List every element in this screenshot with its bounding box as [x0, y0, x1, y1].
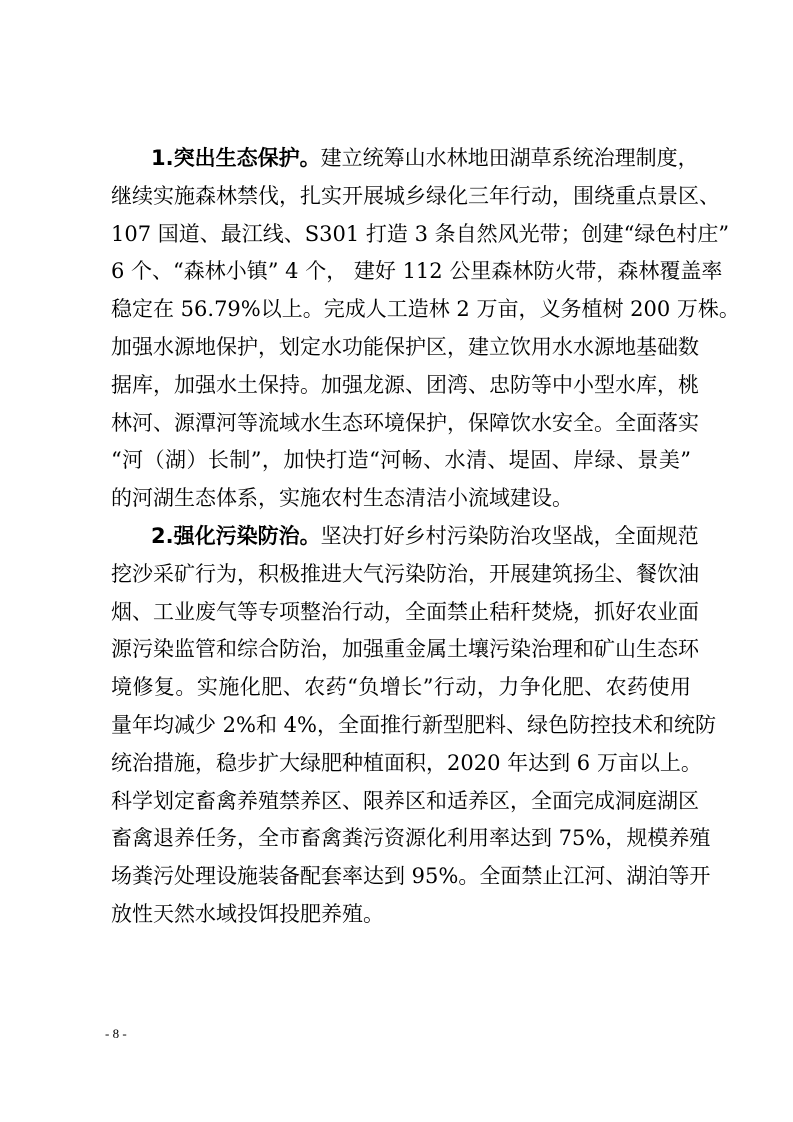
paragraph-1-line-1: [111, 140, 699, 178]
paragraph-2-line-3: 烟、工业废气等专项整治行动，全面禁止秸秆焚烧，抓好农业面: [111, 599, 699, 624]
paragraph-1-line-3: 107 国道、最江线、S301 打造 3 条自然风光带；创建“绿色村庄”: [111, 221, 730, 246]
paragraph-2-line-5: 境修复。实施化肥、农药“负增长”行动，力争化肥、农药使用: [111, 675, 691, 700]
paragraph-1-line-5: 稳定在 56.79%以上。完成人工造林 2 万亩，义务植树 200 万株。: [111, 297, 740, 322]
paragraph-2-line-1: [111, 518, 699, 556]
paragraph-2-line-7: 统治措施，稳步扩大绿肥种植面积，2020 年达到 6 万亩以上。: [111, 750, 702, 775]
paragraph-1-line-4: 6 个、“森林小镇” 4 个， 建好 112 公里森林防火带，森林覆盖率: [111, 259, 723, 284]
paragraph-2-line-1-text: 坚决打好乡村污染防治攻坚战，全面规范: [320, 523, 699, 548]
paragraph-1-line-2: 继续实施森林禁伐，扎实开展城乡绿化三年行动，围绕重点景区、: [111, 183, 720, 208]
paragraph-2-line-11: 放性天然水域投饵投肥养殖。: [111, 901, 384, 926]
body-text: [111, 140, 740, 934]
paragraph-1-line-10: 的河湖生态体系，实施农村生态清洁小流域建设。: [111, 486, 573, 511]
page-number: - 8 -: [105, 1026, 127, 1041]
paragraph-2-line-6: 量年均减少 2%和 4%，全面推行新型肥料、绿色防控技术和统防: [111, 712, 716, 737]
paragraph-1-line-6: 加强水源地保护，划定水功能保护区，建立饮用水水源地基础数: [111, 334, 699, 359]
paragraph-2-line-4: 源污染监管和综合防治，加强重金属土壤污染治理和矿山生态环: [111, 637, 699, 662]
paragraph-1-line-9: “河（湖）长制”，加快打造“河畅、水清、堤固、岸绿、景美”: [111, 448, 691, 473]
paragraph-2-line-8: 科学划定畜禽养殖禁养区、限养区和适养区，全面完成洞庭湖区: [111, 788, 699, 813]
paragraph-2-heading: 2.强化污染防治。: [151, 523, 321, 548]
paragraph-2-line-2: 挖沙采矿行为，积极推进大气污染防治，开展建筑扬尘、餐饮油: [111, 561, 699, 586]
paragraph-1-line-7: 据库，加强水土保持。加强龙源、团湾、忠防等中小型水库，桃: [111, 372, 699, 397]
paragraph-2-line-10: 场粪污处理设施装备配套率达到 95%。全面禁止江河、湖泊等开: [111, 864, 711, 889]
paragraph-1-heading: 1.突出生态保护。: [151, 146, 321, 170]
paragraph-1-line-1-text: 建立统筹山水林地田湖草系统治理制度，: [320, 146, 699, 170]
paragraph-1-line-8: 林河、源潭河等流域水生态环境保护，保障饮水安全。全面落实: [111, 410, 699, 435]
paragraph-2-line-9: 畜禽退养任务，全市畜禽粪污资源化利用率达到 75%，规模养殖: [111, 826, 711, 851]
